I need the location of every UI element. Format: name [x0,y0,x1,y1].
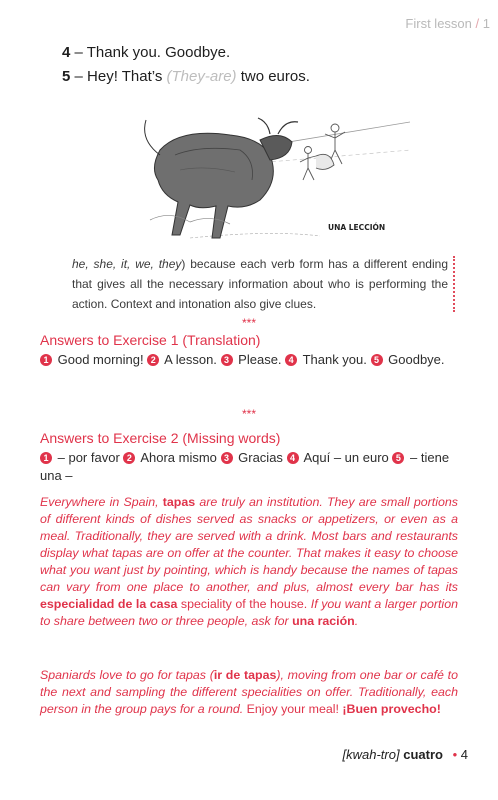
header-separator: / [475,16,480,31]
line-text-end: two euros. [236,68,310,85]
exercise2-title: Answers to Exercise 2 (Missing words) [40,430,281,446]
line-text: – Thank you. Goodbye. [74,44,231,61]
dialogue-line-4 [62,44,230,61]
answer-text: Good morning! [57,352,144,367]
answer-number: 1 [40,452,52,464]
answer-number: 2 [147,354,159,366]
dotted-margin-rule [453,256,455,312]
answer-number: 3 [221,354,233,366]
exercise2-answers [40,449,458,485]
header-lesson: First lesson [405,16,472,31]
culture-text: Everywhere in Spain, [40,495,163,509]
header-lesson-number: 1 [482,16,490,31]
line-number: 5 [62,68,71,85]
exercise1-title: Answers to Exercise 1 (Translation) [40,332,261,348]
answer-text: Please. [238,352,282,367]
answer-text: – por favor [57,450,120,465]
line-text-start: – Hey! That’s [74,68,167,85]
illustration-caption: UNA LECCIÓN [328,223,386,232]
culture-text: . [354,614,359,628]
dialogue-line-5 [62,68,310,85]
literal-gloss: (They-are) [166,68,237,85]
answer-text: A lesson. [164,352,217,367]
pronunciation: [kwah-tro] [342,747,400,762]
bullfight-illustration [120,110,410,245]
page-footer [343,747,468,762]
culture-text: are truly an institution. They are small portions of different kinds of dishes served as snacks or appetizers, or even as a meal. Traditionally, they are served with a drink. Most bars and restaurants display what tapas are on offer at the counter. That makes it easy to choose what you want just by pointing, which is handy because the names of tapas can vary from one place to another, and plus, almost every bar has its [40,495,458,594]
footer-bullet: • [452,747,458,762]
answer-text: Ahora mismo [140,450,217,465]
answer-number: 4 [285,354,297,366]
culture-text: ), moving from one bar or café to the next and sampling the different specialities on offer. Traditionally, each person in the group pays for a round. [40,668,458,716]
culture-text: If you want a larger portion to share between two or three people, ask for [40,597,458,628]
answer-number: 4 [287,452,299,464]
note-text: ) because each verb form has a different ending that gives all the necessary information about who is performing the action. Context and intonation also give clues. [72,257,448,311]
answer-text: Thank you. [302,352,367,367]
line-number: 4 [62,44,71,61]
answer-text: Goodbye. [388,352,445,367]
culture-text: speciality of the house. [177,597,311,611]
spanish-term: una ración [292,614,355,628]
answer-number: 2 [123,452,135,464]
pronoun-list: he, she, it, we, they [72,257,182,271]
answer-number: 5 [371,354,383,366]
running-header [405,16,490,31]
answer-text: Aquí – un euro [303,450,389,465]
section-separator: *** [241,407,256,421]
answer-text: – tiene una – [40,450,450,483]
answer-number: 5 [392,452,404,464]
culture-note-ir-de-tapas [40,667,458,718]
spanish-term: tapas [162,495,196,509]
spanish-term: especialidad de la casa [40,597,178,611]
spanish-term: ¡Buen provecho! [342,702,441,716]
culture-note-tapas [40,494,458,630]
page-number-word: cuatro [403,747,443,762]
spanish-term: ir de tapas [213,668,277,682]
grammar-note [72,254,448,314]
answer-text: Gracias [238,450,283,465]
culture-text: Enjoy your meal! [246,702,343,716]
page-number: 4 [460,747,468,762]
answer-number: 1 [40,354,52,366]
answer-number: 3 [221,452,233,464]
section-separator: *** [241,316,256,330]
culture-text: Spaniards love to go for tapas ( [40,668,214,682]
exercise1-answers [40,351,458,369]
